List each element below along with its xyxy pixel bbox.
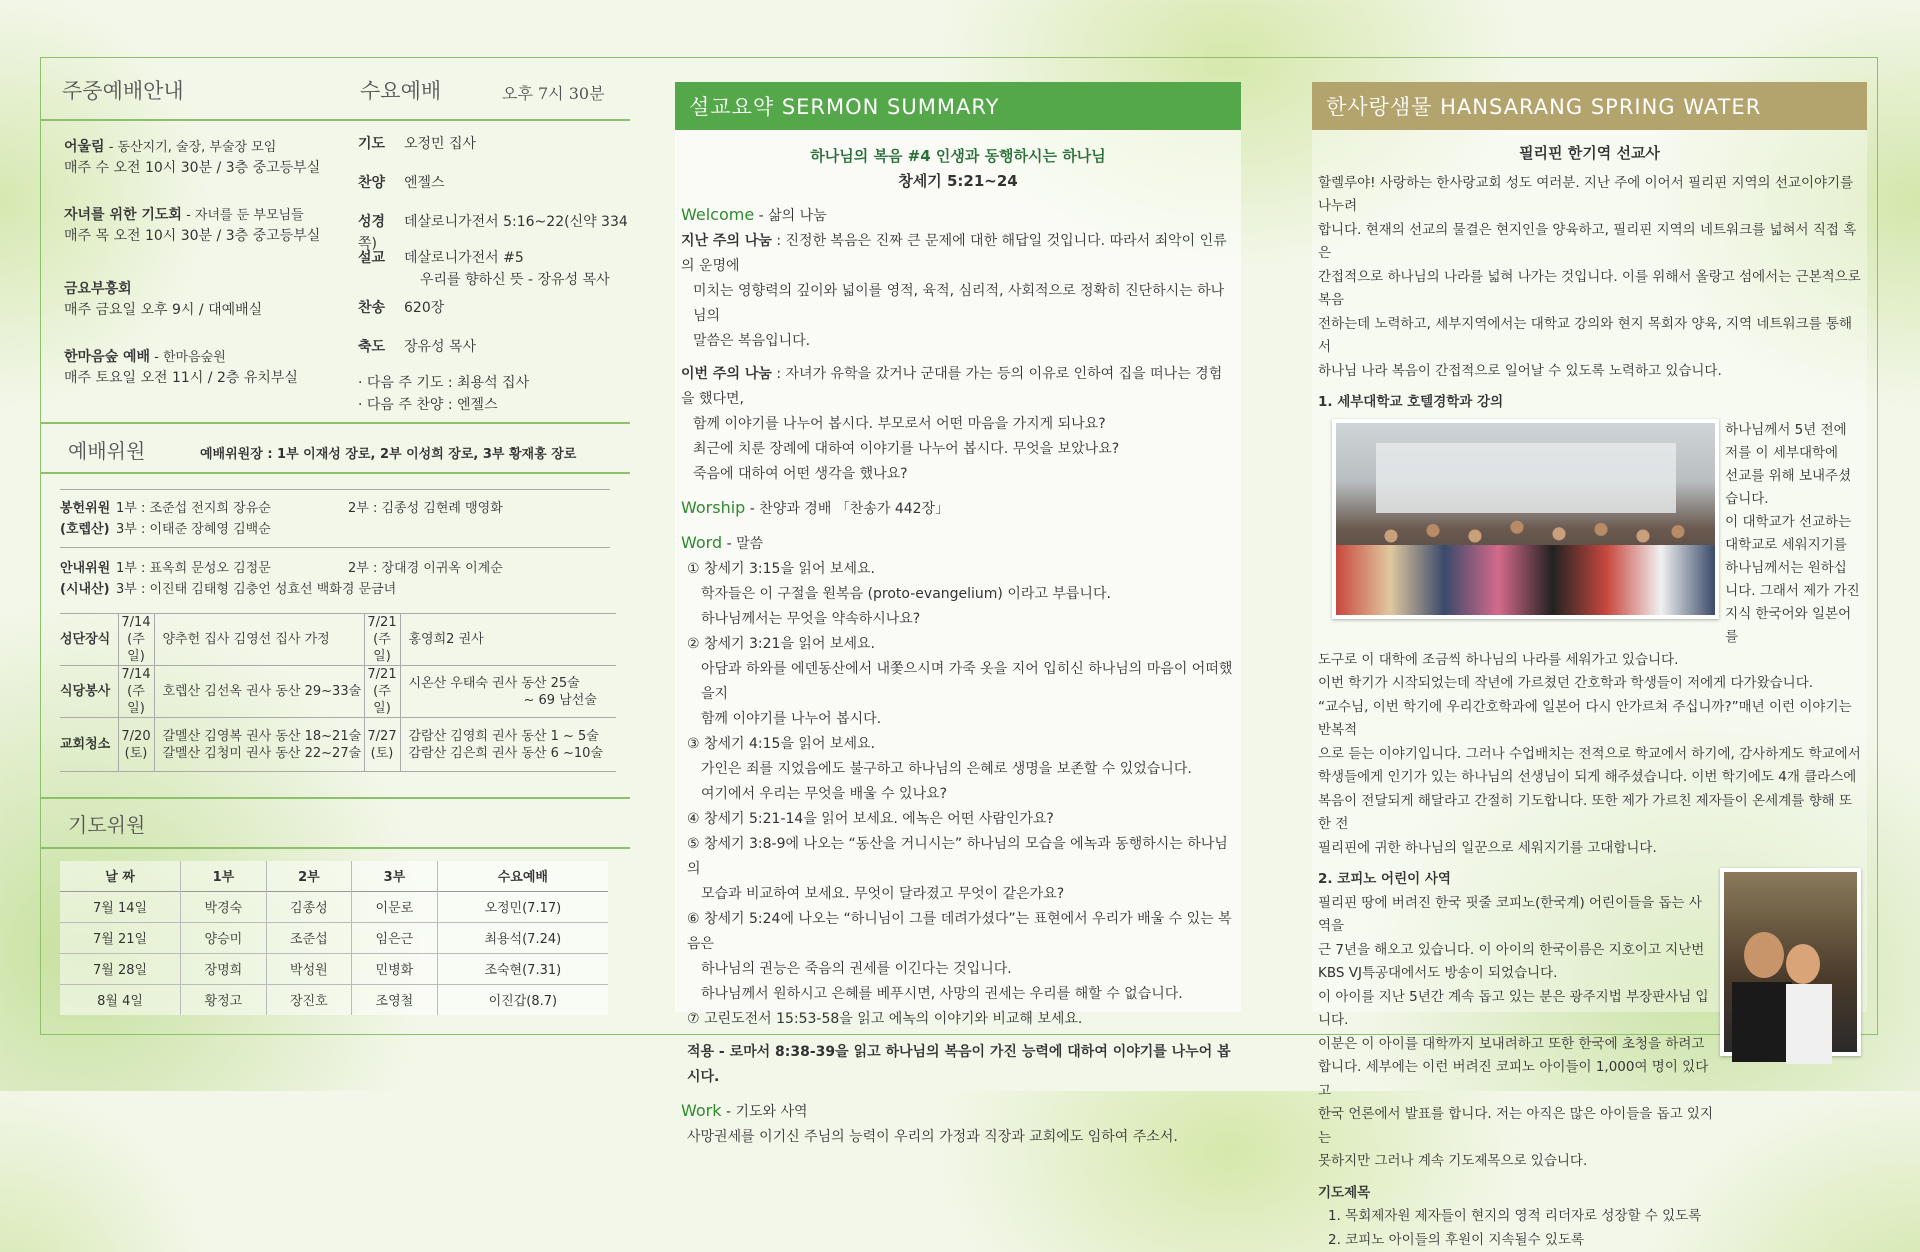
wed-worship-time: 오후 7시 30분 (502, 81, 605, 104)
application: 적용 - 로마서 8:38-39을 읽고 하나님의 복음이 가진 능력에 대하여 이야기를 나누어 봅시다. (681, 1040, 1235, 1090)
text-line: 이분은 이 아이를 대학까지 보내려하고 또한 한국에 초청을 하려고 (1318, 1033, 1714, 1057)
word-list (681, 557, 1235, 1032)
text-line: 이 대학교가 선교하는 (1725, 511, 1861, 534)
table-row: 식당봉사 7/14 (주일) 호렙산 김선옥 권사 동산 29~33술 7/21 (주일) 시온산 우태숙 권사 동산 25술 ~ 69 남선술 (60, 666, 616, 718)
word-line: ③ 창세기 4:15을 읽어 보세요. (681, 732, 1235, 757)
divider (40, 422, 630, 424)
next-praise: · 다음 주 찬양 : 엔젤스 (358, 394, 628, 416)
text-line: 저를 이 세부대학에 (1725, 442, 1861, 465)
section-1-side-text (1725, 419, 1861, 649)
text-line: “교수님, 이번 학기에 우리간호학과에 일본어 다시 안가르쳐 주십니까?”매년 이런 이야기는 반복적 (1318, 696, 1861, 743)
committee-head: 예배위원장 : 1부 이재성 장로, 2부 이성희 장로, 3부 황재홍 장로 (200, 443, 576, 462)
order-row: 축도 장유성 목사 (358, 336, 628, 372)
section-1-text (1318, 649, 1861, 861)
word-line: ⑦ 고린도전서 15:53-58을 읽고 에녹의 이야기와 비교해 보세요. (681, 1007, 1235, 1032)
table-row: 교회청소 7/20 (토) 갈멜산 김영복 권사 동산 18~21술 갈멜산 김청미 권사 동산 22~27술 7/27 (토) 감람산 김영희 권사 동산 1 ~ 5술 감람산 김은희 권사 동산 6 ~10술 (60, 718, 616, 772)
word-line: 모습과 비교하여 보세요. 무엇이 달라졌고 무엇이 같은가요? (681, 882, 1235, 907)
word-line: 하나님의 권능은 죽음의 권세를 이긴다는 것입니다. (681, 957, 1235, 982)
prayer-topic: 2. 코피노 아이들의 후원이 지속될수 있도록 (1318, 1229, 1861, 1252)
text-line: 이 아이를 지난 5년간 계속 돕고 있는 분은 광주지법 부장판사님 입니다. (1318, 986, 1714, 1033)
intro-text (1318, 172, 1861, 384)
last-week-sharing: 지난 주의 나눔 : 진정한 복음은 진짜 큰 문제에 대한 해답일 것입니다. 따라서 죄악이 인류의 운명에 (681, 229, 1235, 279)
text-line: 으로 듣는 이야기입니다. 그러나 수업배치는 전적으로 학교에서 하기에, 감사하게도 학교에서 (1318, 743, 1861, 767)
text-line: 도구로 이 대학에 조금씩 하나님의 나라를 세워가고 있습니다. (1318, 649, 1861, 673)
text-line: 근 7년을 해오고 있습니다. 이 아이의 한국이름은 지호이고 지난번 (1318, 939, 1714, 963)
prayer-topic: 1. 목회제자원 제자들이 현지의 영적 리더자로 성장할 수 있도록 (1318, 1205, 1861, 1229)
committee-title: 예배위원 (68, 435, 145, 464)
word-line: ⑤ 창세기 3:8-9에 나오는 “동산을 거니시는” 하나님의 모습을 에녹과 동행하시는 하나님의 (681, 832, 1235, 882)
text-line: 할렐루야! 사랑하는 한사랑교회 성도 여러분. 지난 주에 이어서 필리핀 지역의 선교이야기를 나누려 (1318, 172, 1861, 219)
prayer-table (60, 861, 608, 1015)
spring-water-body (1312, 130, 1867, 1012)
sermon-header-bar: 설교요약 SERMON SUMMARY (675, 82, 1241, 130)
work-text: 사망권세를 이기신 주님의 능력이 우리의 가정과 직장과 교회에도 임하여 주소서. (681, 1125, 1235, 1150)
word-line: 여기에서 우리는 무엇을 배울 수 있나요? (681, 782, 1235, 807)
weekday-worship-title: 주중예배안내 (62, 75, 184, 105)
wed-worship-title: 수요예배 (360, 75, 441, 105)
text-line: 합니다. 현재의 선교의 물결은 현지인을 양육하고, 필리핀 지역의 네트워크를 넓혀서 직접 혹은 (1318, 219, 1861, 266)
text-line: 이번 학기가 시작되었는데 작년에 가르쳤던 간호학과 학생들이 저에게 다가왔습니다. (1318, 672, 1861, 696)
welcome-heading: Welcome - 삶의 나눔 (681, 202, 1235, 229)
section-1-heading: 1. 세부대학교 호텔경학과 강의 (1318, 391, 1861, 415)
worship-heading: Worship - 찬양과 경배 「찬송가 442장」 (681, 495, 1235, 522)
sermon-panel (675, 82, 1241, 1012)
table-row: 8월 4일 황정고 장진호 조영철 이진갑(8.7) (60, 984, 608, 1015)
text-line: 최근에 치룬 장례에 대하여 이야기를 나누어 봅시다. 무엇을 보았나요? (681, 437, 1235, 462)
text-line: 하나님께서 5년 전에 (1725, 419, 1861, 442)
missionary-title: 필리핀 한기역 선교사 (1318, 142, 1861, 166)
text-line: 지식 한국어와 일본어를 (1725, 603, 1861, 649)
spring-water-panel (1312, 82, 1867, 1012)
order-row: 찬송 620장 (358, 297, 628, 336)
word-line: ④ 창세기 5:21-14을 읽어 보세요. 에녹은 어떤 사람인가요? (681, 807, 1235, 832)
table-row: 성단장식 7/14 (주일) 양추헌 집사 김영선 집사 가정 7/21 (주일) 홍영희2 권사 (60, 614, 616, 666)
next-prayer: · 다음 주 기도 : 최용석 집사 (358, 372, 628, 394)
kopino-photo (1720, 868, 1861, 1056)
list-item: 어울림 - 동산지기, 술장, 부술장 모임 매주 수 오전 10시 30분 / 3층 중고등부실 (64, 137, 354, 205)
order-row: 기도 오정민 집사 (358, 133, 628, 172)
word-line: ⑥ 창세기 5:24에 나오는 “하니님이 그를 데려가셨다”는 표현에서 우리가 배울 수 있는 복음은 (681, 907, 1235, 957)
list-item: 금요부흥회 매주 금요일 오후 9시 / 대예배실 (64, 279, 354, 347)
word-line: 함께 이야기를 나누어 봅시다. (681, 707, 1235, 732)
order-row: 설교 데살로니가전서 #5 우리를 향하신 뜻 - 장유성 목사 (358, 247, 628, 297)
word-line: 하나님께서는 무엇을 약속하시나요? (681, 607, 1235, 632)
section-2-text (1318, 892, 1714, 1174)
sermon-title: 하나님의 복음 #4 인생과 동행하시는 하나님 (681, 144, 1235, 169)
text-line: 합니다. 세부에는 이런 버려진 코피노 아이들이 1,000여 명이 있다고 (1318, 1056, 1714, 1103)
divider (40, 797, 630, 799)
order-row: 성경 데살로니가전서 5:16~22(신약 334쪽) (358, 211, 628, 247)
sermon-body (675, 130, 1241, 1012)
table-header: 날 짜 1부 2부 3부 수요예배 (60, 861, 608, 891)
text-line: 필리핀에 귀한 하나님의 일꾼으로 세워지기를 고대합니다. (1318, 837, 1861, 861)
divider (40, 472, 630, 474)
text-line: 한국 언론에서 발표를 합니다. 저는 아직은 많은 아이들을 돕고 있지는 (1318, 1103, 1714, 1150)
word-line: ② 창세기 3:21을 읽어 보세요. (681, 632, 1235, 657)
table-row: 7월 28일 장명희 박성원 민병화 조숙현(7.31) (60, 953, 608, 984)
divider (40, 847, 630, 849)
word-line: ① 창세기 3:15을 읽어 보세요. (681, 557, 1235, 582)
word-line: 하나님께서 원하시고 은혜를 베푸시면, 사망의 권세는 우리를 해할 수 없습니다. (681, 982, 1235, 1007)
text-line: 하나님 나라 복음이 간접적으로 일어날 수 있도록 노력하고 있습니다. (1318, 360, 1861, 384)
work-heading: Work - 기도와 사역 (681, 1098, 1235, 1125)
text-line: 습니다. (1725, 488, 1861, 511)
divider (40, 119, 630, 121)
class-photo (1332, 419, 1719, 619)
usher-committee: 안내위원 (시내산) 1부 : 표옥희 문성오 김정문 3부 : 이진태 김태형 김충언 성효선 백화경 문금녀 2부 : 장대경 이귀옥 이계순 (60, 547, 610, 600)
text-line: 복음이 전달되게 해달라고 간절히 기도합니다. 또한 제가 가르친 제자들이 온세계를 향해 또한 전 (1318, 790, 1861, 837)
text-line: 간접적으로 하나님의 나라를 넓혀 나가는 것입니다. 이를 위해서 올랑고 섬에서는 근본적으로 복음 (1318, 266, 1861, 313)
word-line: 아담과 하와를 에덴동산에서 내쫓으시며 가죽 옷을 지어 입히신 하나님의 마음이 어떠했을지 (681, 657, 1235, 707)
prayer-committee-title: 기도위원 (68, 809, 145, 838)
text-line: 니다. 그래서 제가 가진 (1725, 580, 1861, 603)
table-row: 7월 21일 양승미 조준섭 임은근 최용석(7.24) (60, 922, 608, 953)
sermon-reference: 창세기 5:21~24 (681, 169, 1235, 194)
word-heading: Word - 말씀 (681, 530, 1235, 557)
offering-committee: 봉헌위원 (호렙산) 1부 : 조준섭 전지희 장유순 3부 : 이태준 장혜영 김백순 2부 : 김종성 김현례 맹영화 (60, 489, 610, 540)
text-line: 선교를 위해 보내주셨 (1725, 465, 1861, 488)
wed-order (358, 133, 628, 416)
text-line: 말씀은 복음입니다. (681, 329, 1235, 354)
text-line: 못하지만 그러나 계속 기도제목으로 있습니다. (1318, 1150, 1714, 1174)
duty-table (60, 613, 616, 772)
text-line: 대학교로 세워지기를 (1725, 534, 1861, 557)
text-line: 미치는 영향력의 깊이와 넓이를 영적, 육적, 심리적, 사회적으로 정확히 진단하시는 하나님의 (681, 279, 1235, 329)
text-line: 하나님께서는 원하십 (1725, 557, 1861, 580)
this-week-sharing: 이번 주의 나눔 : 자녀가 유학을 갔거나 군대를 가는 등의 이유로 인하여 집을 떠나는 경험을 했다면, (681, 362, 1235, 412)
spring-water-header-bar: 한사랑샘물 HANSARANG SPRING WATER (1312, 82, 1867, 130)
weekday-list (64, 137, 354, 389)
word-line: 가인은 죄를 지었음에도 불구하고 하나님의 은혜로 생명을 보존할 수 있었습니다. (681, 757, 1235, 782)
word-line: 학자들은 이 구절을 원복음 (proto-evangelium) 이라고 부릅니다. (681, 582, 1235, 607)
text-line: 죽음에 대하여 어떤 생각을 했나요? (681, 462, 1235, 487)
text-line: KBS VJ특공대에서도 방송이 되었습니다. (1318, 962, 1714, 986)
left-panel (40, 57, 630, 1035)
table-row: 7월 14일 박경숙 김종성 이문로 오정민(7.17) (60, 891, 608, 922)
text-line: 전하는데 노력하고, 세부지역에서는 대학교 강의와 현지 목회자 양육, 지역 네트워크를 통해서 (1318, 313, 1861, 360)
list-item: 자녀를 위한 기도회 - 자녀를 둔 부모님들 매주 목 오전 10시 30분 / 3층 중고등부실 (64, 205, 354, 279)
section-2-heading: 2. 코피노 어린이 사역 (1318, 868, 1714, 892)
list-item: 한마음숲 예배 - 한마음숲원 매주 토요일 오전 11시 / 2층 유치부실 (64, 347, 354, 389)
order-row: 찬양 엔젤스 (358, 172, 628, 211)
text-line: 학생들에게 인기가 있는 하나님의 선생님이 되게 해주셨습니다. 이번 학기에도 4개 클라스에 (1318, 766, 1861, 790)
text-line: 함께 이야기를 나누어 봅시다. 부모로서 어떤 마음을 가지게 되나요? (681, 412, 1235, 437)
text-line: 필리핀 땅에 버려진 한국 핏줄 코피노(한국계) 어린이들을 돕는 사역을 (1318, 892, 1714, 939)
prayer-topics-heading: 기도제목 (1318, 1182, 1861, 1206)
